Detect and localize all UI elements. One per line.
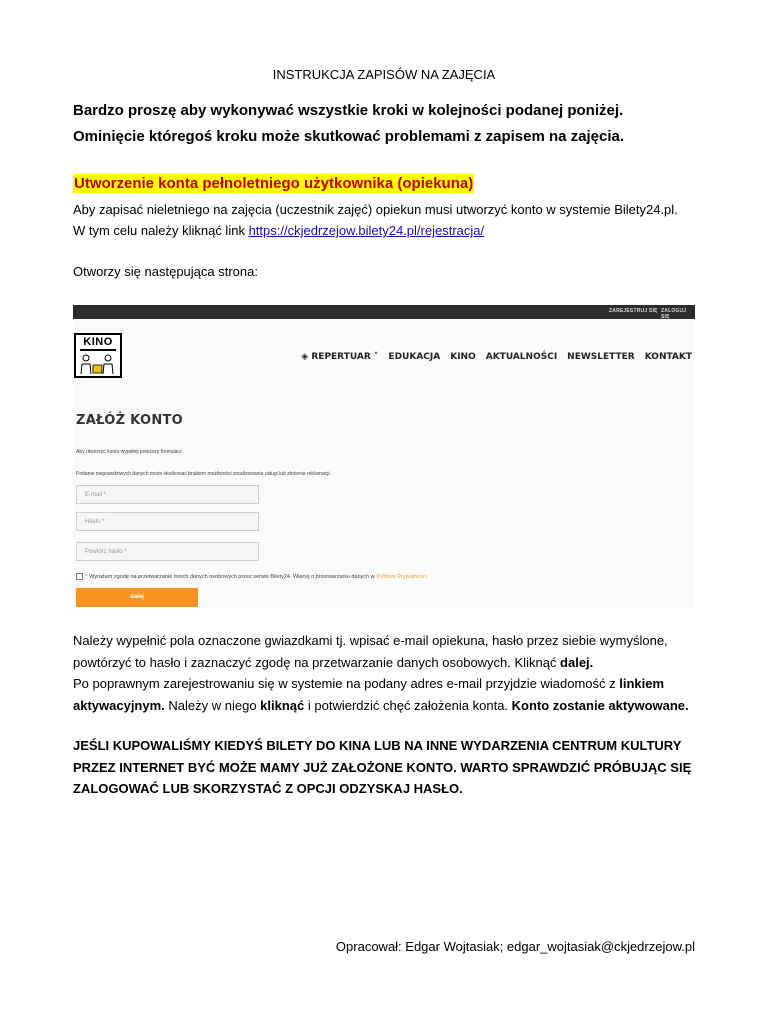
paragraph-line: Aby zapisać nieletniego na zajęcia (uczestnik zajęć) opiekun musi utworzyć konto w systemie Bilety24.pl. xyxy=(73,202,678,217)
paragraph-line: Należy wypełnić pola oznaczone gwiazdkami tj. wpisać e-mail opiekuna, hasło przez siebie wymyślone, xyxy=(73,633,668,648)
document-title: INSTRUKCJA ZAPISÓW NA ZAJĘCIA xyxy=(272,67,496,82)
registration-link[interactable]: https://ckjedrzejow.bilety24.pl/rejestracja/ xyxy=(248,223,485,238)
nav-item-repertuar[interactable]: ◈ REPERTUAR ˅ xyxy=(301,352,379,362)
paragraph-line xyxy=(73,652,713,674)
paragraph-line xyxy=(73,220,713,241)
logo-figures-icon xyxy=(78,352,118,376)
existing-account-note xyxy=(73,735,713,800)
nav-item-newsletter[interactable]: NEWSLETTER xyxy=(567,352,635,362)
text-span: Po poprawnym zarejestrowaniu się w systemie na podany adres e-mail przyjdzie wiadomość z xyxy=(73,676,620,691)
password-field[interactable]: Hasło * xyxy=(76,512,259,531)
topbar-register-link[interactable]: ZAREJESTRUJ SIĘ xyxy=(609,308,658,314)
site-navigation xyxy=(301,352,692,362)
note-line: JEŚLI KUPOWALIŚMY KIEDYŚ BILETY DO KINA LUB NA INNE WYDARZENIA CENTRUM KULTURY xyxy=(73,738,682,753)
paragraph-instructions xyxy=(73,630,713,716)
text-span: i potwierdzić chęć założenia konta. xyxy=(304,697,512,713)
section-heading: Utworzenie konta pełnoletniego użytkownika (opiekuna) xyxy=(74,175,474,192)
consent-checkbox[interactable] xyxy=(76,573,83,580)
site-warning-text: Podanie nieprawdziwych danych może skutkować brakiem możliwości zrealizowania usługi lub złożenia reklamacji. xyxy=(76,471,331,477)
nav-item-kontakt[interactable]: KONTAKT xyxy=(644,352,692,362)
registration-page-screenshot xyxy=(73,305,695,609)
nav-item-edukacja[interactable]: EDUKACJA xyxy=(388,352,441,362)
text-span: W tym celu należy kliknąć link xyxy=(73,223,249,238)
nav-label: REPERTUAR xyxy=(311,352,371,362)
intro-line-2: Ominięcie któregoś kroku może skutkować problemami z zapisem na zajęcia. xyxy=(73,128,625,145)
bold-span: linkiem xyxy=(619,676,665,691)
site-info-text: Aby utworzyć konto wypełnij poniższy formularz. xyxy=(76,449,183,455)
email-field[interactable]: E-mail * xyxy=(76,485,259,504)
text-span: Należy w niego xyxy=(164,697,261,713)
privacy-policy-link[interactable]: Polityce Prywatności xyxy=(376,573,428,580)
paragraph-intro xyxy=(73,199,713,241)
logo-underline xyxy=(80,349,116,351)
text-span: powtórzyć to hasło i zaznaczyć zgodę na przetwarzanie danych osobowych. Kliknąć xyxy=(73,654,561,670)
next-button[interactable]: dalej xyxy=(76,588,198,607)
intro-line-1: Bardzo proszę aby wykonywać wszystkie kroki w kolejności podanej poniżej. xyxy=(73,102,624,119)
bold-span: kliknąć xyxy=(260,697,305,713)
intro-instructions xyxy=(73,98,713,150)
required-star: * xyxy=(85,573,88,580)
site-topbar xyxy=(73,305,695,319)
paragraph-line xyxy=(73,695,713,717)
note-line: PRZEZ INTERNET BYĆ MOŻE MAMY JUŻ ZAŁOŻONE KONTO. WARTO SPRAWDZIĆ PRÓBUJĄC SIĘ xyxy=(73,759,692,775)
kino-logo[interactable] xyxy=(74,333,122,378)
paragraph-line xyxy=(73,673,713,695)
site-page-heading: ZAŁÓŻ KONTO xyxy=(76,413,184,428)
bold-span: aktywacyjnym. xyxy=(73,697,165,713)
paragraph-page-opens: Otworzy się następująca strona: xyxy=(73,264,258,279)
note-line: ZALOGOWAĆ LUB SKORZYSTAĆ Z OPCJI ODZYSKAJ HASŁO. xyxy=(73,781,463,796)
author-footer: Opracował: Edgar Wojtasiak; edgar_wojtasiak@ckjedrzejow.pl xyxy=(335,939,695,954)
topbar-login-link[interactable]: ZALOGUJ SIĘ xyxy=(661,308,687,320)
password-repeat-field[interactable]: Powtórz hasło * xyxy=(76,542,259,561)
consent-row xyxy=(76,573,427,580)
bold-span: dalej. xyxy=(560,654,594,670)
nav-item-aktualnosci[interactable]: AKTUALNOŚCI xyxy=(485,352,558,362)
nav-item-kino[interactable]: KINO xyxy=(450,352,476,362)
logo-text: KINO xyxy=(83,336,113,348)
bold-span: Konto zostanie aktywowane. xyxy=(511,697,689,713)
consent-text: Wyrażam zgodę na przetwarzanie moich danych osobowych przez serwis Bilety24. Więcej o przetwarzaniu danych w xyxy=(89,573,375,580)
